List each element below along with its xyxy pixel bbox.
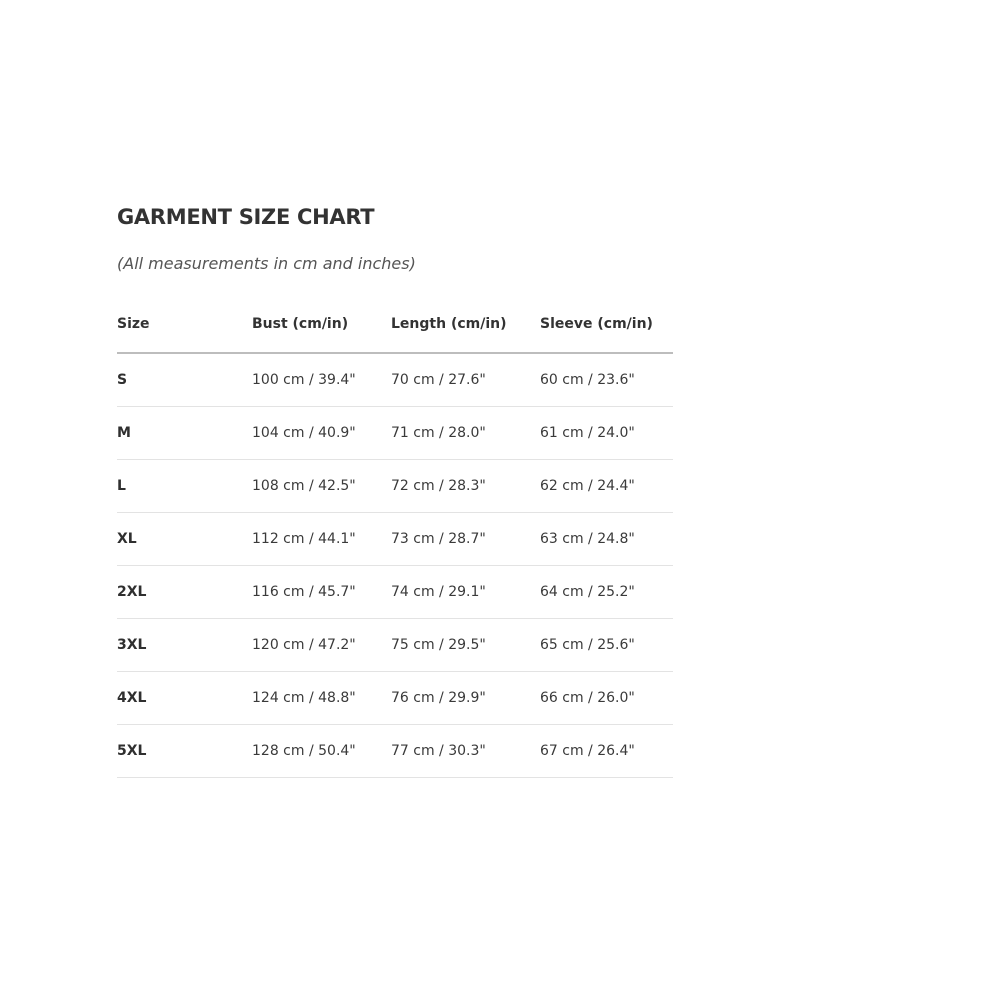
bust-cell: 120 cm / 47.2" — [252, 619, 391, 672]
length-cell: 77 cm / 30.3" — [391, 725, 540, 778]
table-row — [117, 725, 673, 778]
table-header-row — [117, 306, 673, 353]
length-cell: 74 cm / 29.1" — [391, 566, 540, 619]
length-cell: 72 cm / 28.3" — [391, 460, 540, 513]
size-cell: 3XL — [117, 619, 252, 672]
header-sleeve: Sleeve (cm/in) — [540, 306, 673, 353]
size-cell: 5XL — [117, 725, 252, 778]
header-size: Size — [117, 306, 252, 353]
sleeve-cell: 65 cm / 25.6" — [540, 619, 673, 672]
size-cell: XL — [117, 513, 252, 566]
table-row — [117, 407, 673, 460]
bust-cell: 100 cm / 39.4" — [252, 353, 391, 407]
size-chart — [117, 203, 673, 778]
page-title: GARMENT SIZE CHART — [117, 205, 375, 229]
size-cell: 4XL — [117, 672, 252, 725]
header-bust: Bust (cm/in) — [252, 306, 391, 353]
length-cell: 70 cm / 27.6" — [391, 353, 540, 407]
header-length: Length (cm/in) — [391, 306, 540, 353]
sleeve-cell: 61 cm / 24.0" — [540, 407, 673, 460]
length-cell: 75 cm / 29.5" — [391, 619, 540, 672]
size-cell: M — [117, 407, 252, 460]
length-cell: 71 cm / 28.0" — [391, 407, 540, 460]
table-row — [117, 672, 673, 725]
sleeve-cell: 67 cm / 26.4" — [540, 725, 673, 778]
table-row — [117, 619, 673, 672]
bust-cell: 104 cm / 40.9" — [252, 407, 391, 460]
bust-cell: 108 cm / 42.5" — [252, 460, 391, 513]
table-row — [117, 513, 673, 566]
size-table — [117, 306, 673, 778]
bust-cell: 124 cm / 48.8" — [252, 672, 391, 725]
bust-cell: 112 cm / 44.1" — [252, 513, 391, 566]
size-cell: L — [117, 460, 252, 513]
size-cell: 2XL — [117, 566, 252, 619]
measurement-note: (All measurements in cm and inches) — [117, 254, 416, 273]
length-cell: 76 cm / 29.9" — [391, 672, 540, 725]
sleeve-cell: 60 cm / 23.6" — [540, 353, 673, 407]
sleeve-cell: 63 cm / 24.8" — [540, 513, 673, 566]
sleeve-cell: 66 cm / 26.0" — [540, 672, 673, 725]
bust-cell: 116 cm / 45.7" — [252, 566, 391, 619]
bust-cell: 128 cm / 50.4" — [252, 725, 391, 778]
table-row — [117, 566, 673, 619]
table-row — [117, 460, 673, 513]
sleeve-cell: 62 cm / 24.4" — [540, 460, 673, 513]
size-cell: S — [117, 353, 252, 407]
length-cell: 73 cm / 28.7" — [391, 513, 540, 566]
sleeve-cell: 64 cm / 25.2" — [540, 566, 673, 619]
table-row — [117, 353, 673, 407]
